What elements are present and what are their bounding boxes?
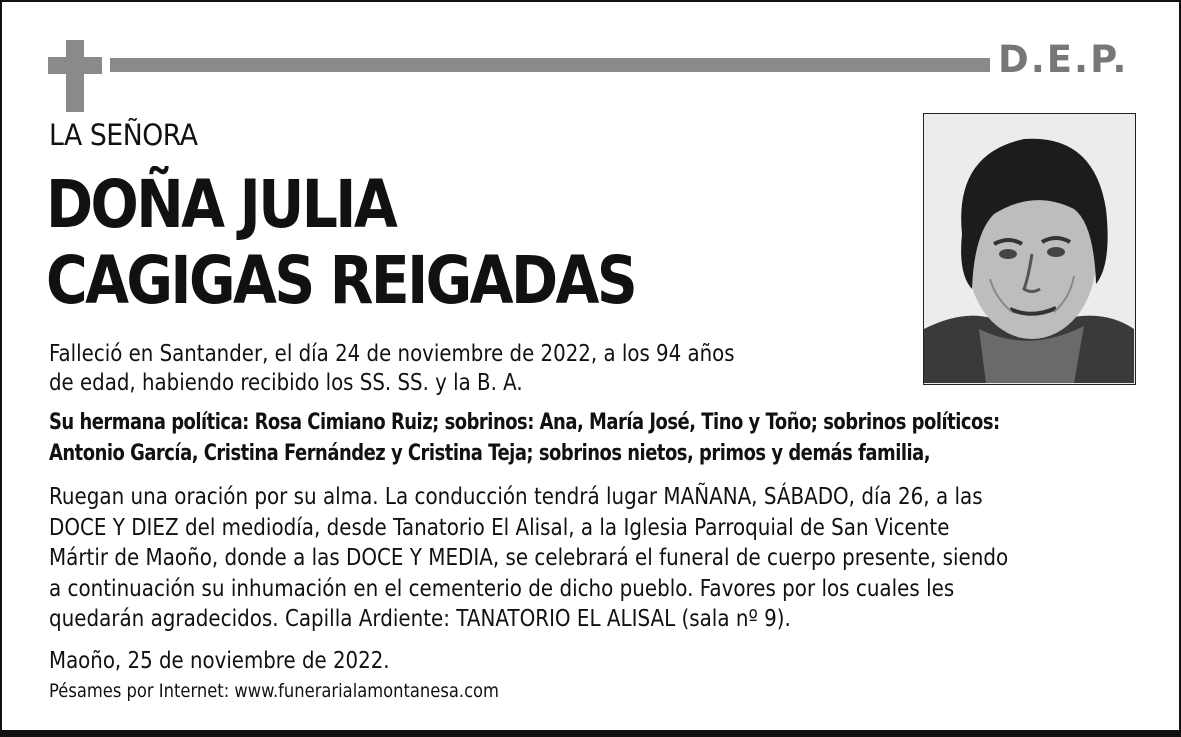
portrait-photo	[923, 113, 1136, 385]
deceased-title: LA SEÑORA	[49, 118, 198, 152]
deceased-name-line2: CAGIGAS REIGADAS	[46, 242, 636, 319]
portrait-image	[924, 114, 1134, 383]
header-rule	[110, 58, 990, 72]
cross-vertical-bar	[66, 40, 84, 112]
condolences-website: Pésames por Internet: www.funerarialamontanesa.com	[49, 680, 499, 702]
cross-horizontal-bar	[48, 57, 102, 74]
funeral-details-line: a continuación su inhumación en el cementerio de dicho pueblo. Favores por los cuales les	[49, 575, 955, 602]
funeral-details-line: Ruegan una oración por su alma. La conducción tendrá lugar MAÑANA, SÁBADO, día 26, a las	[49, 484, 983, 510]
death-notice-line: de edad, habiendo recibido los SS. SS. y la B. A.	[49, 370, 523, 396]
family-line: Antonio García, Cristina Fernández y Cristina Teja; sobrinos nietos, primos y demás familia,	[49, 441, 931, 466]
family-paragraph	[49, 407, 1000, 469]
funeral-details-line: quedarán agradecidos. Capilla Ardiente: TANATORIO EL ALISAL (sala nº 9).	[49, 606, 791, 632]
death-notice-paragraph	[49, 340, 735, 398]
funeral-details-line: DOCE Y DIEZ del mediodía, desde Tanatorio El Alisal, a la Iglesia Parroquial de San Vicente	[49, 514, 950, 541]
funeral-details-line: Mártir de Maoño, donde a las DOCE Y MEDIA, se celebrará el funeral de cuerpo presente, siendo	[49, 545, 1009, 571]
family-line: Su hermana política: Rosa Cimiano Ruiz; sobrinos: Ana, María José, Tino y Toño; sobrinos políticos:	[49, 410, 1000, 435]
place-and-date: Maoño, 25 de noviembre de 2022.	[49, 648, 390, 674]
funeral-details-paragraph	[49, 482, 1008, 635]
dep-heading: D.E.P.	[998, 38, 1129, 81]
death-notice-line: Falleció en Santander, el día 24 de noviembre de 2022, a los 94 años	[49, 341, 735, 367]
deceased-name-line1: DOÑA JULIA	[46, 166, 396, 243]
